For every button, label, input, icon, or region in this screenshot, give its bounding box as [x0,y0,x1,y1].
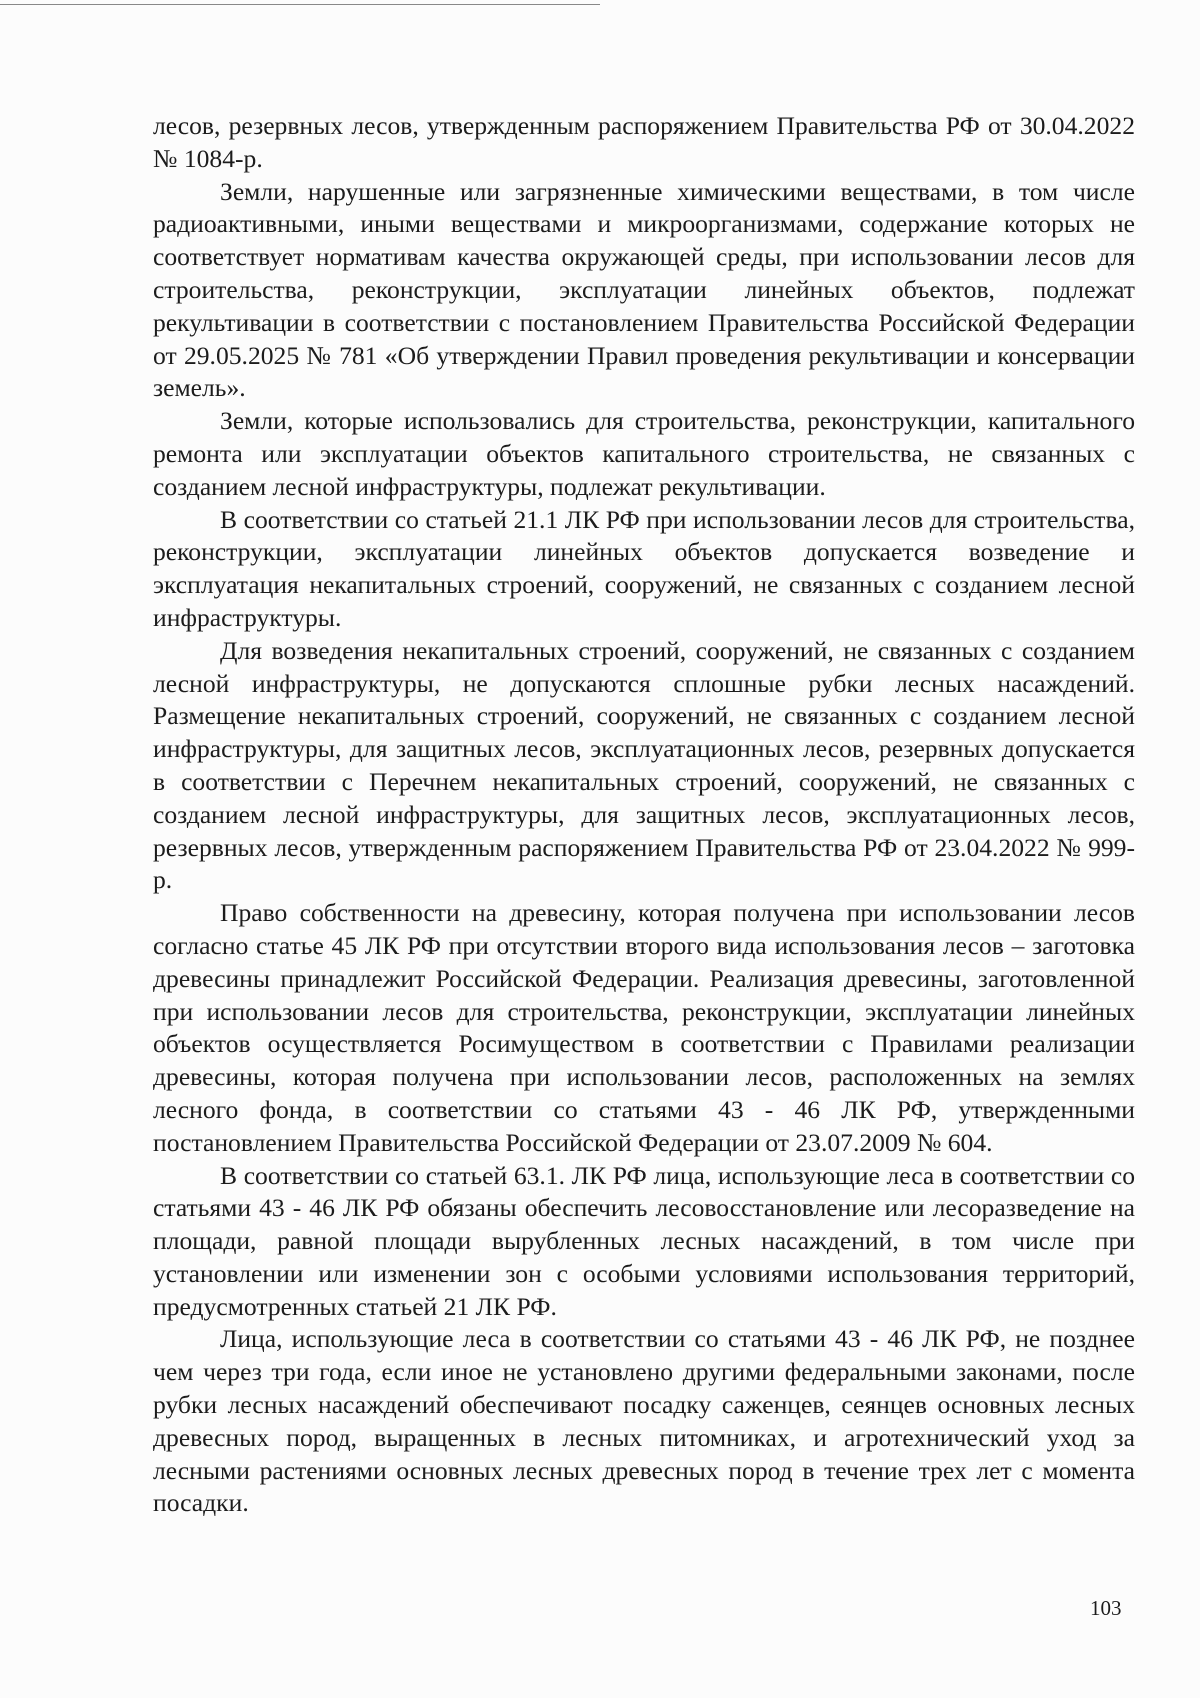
paragraph-article-63-1: В соответствии со статьей 63.1. ЛК РФ лица, использующие леса в соответствии со статьями 43 - 46 ЛК РФ обязаны обеспечить лесовосстановление или лесоразведение на площади, равной площади вырубленных лесных насаждений, в том числе при установлении или изменении зон с особыми условиями использования территорий, предусмотренных статьей 21 ЛК РФ. [153,1160,1135,1321]
paragraph-article-21-1: В соответствии со статьей 21.1 ЛК РФ при использовании лесов для строительства, реконструкции, эксплуатации линейных объектов допускается возведение и эксплуатация некапитальных строений, сооружений, не связанных с созданием лесной инфраструктуры. [153,504,1135,632]
paragraph-noncapital-structures: Для возведения некапитальных строений, сооружений, не связанных с созданием лесной инфраструктуры, не допускаются сплошные рубки лесных насаждений. Размещение некапитальных строений, сооружений, не связанных с созданием лесной инфраструктуры, для защитных лесов, эксплуатационных лесов, резервных допускается в соответствии с Перечнем некапитальных строений, сооружений, не связанных с созданием лесной инфраструктуры, для защитных лесов, эксплуатационных лесов, резервных лесов, утвержденным распоряжением Правительства РФ от 23.04.2022 № 999-р. [153,635,1135,895]
document-body [153,110,1135,1520]
paragraph-reforestation-duty: Лица, использующие леса в соответствии со статьями 43 - 46 ЛК РФ, не позднее чем через три года, если иное не установлено другими федеральными законами, после рубки лесных насаждений обеспечивают посадку саженцев, сеянцев основных лесных древесных пород, выращенных в лесных питомниках, и агротехнический уход за лесными растениями основных лесных древесных пород в течение трех лет с момента посадки. [153,1324,1135,1518]
page-number: 103 [1090,1596,1122,1620]
paragraph-timber-ownership: Право собственности на древесину, которая получена при использовании лесов согласно статье 45 ЛК РФ при отсутствии второго вида использования лесов – заготовка древесины принадлежит Российской Федерации. Реализация древесины, заготовленной при использовании лесов для строительства, реконструкции, эксплуатации линейных объектов осуществляется Росимуществом в соответствии с Правилами реализации древесины, которая получена при использовании лесов, расположенных на землях лесного фонда, в соответствии со статьями 43 - 46 ЛК РФ, утвержденными постановлением Правительства Российской Федерации от 23.07.2009 № 604. [153,898,1135,1157]
paragraph-capital-construction-lands: Земли, которые использовались для строительства, реконструкции, капитального ремонта или эксплуатации объектов капитального строительства, не связанных с созданием лесной инфраструктуры, подлежат рекультивации. [153,406,1135,501]
paragraph-continuation: лесов, резервных лесов, утвержденным распоряжением Правительства РФ от 30.04.2022 № 1084-р. [153,111,1135,173]
paragraph-land-recultivation: Земли, нарушенные или загрязненные химическими веществами, в том числе радиоактивными, иными веществами и микроорганизмами, содержание которых не соответствует нормативам качества окружающей среды, при использовании лесов для строительства, реконструкции, эксплуатации линейных объектов, подлежат рекультивации в соответствии с постановлением Правительства Российской Федерации от 29.05.2025 № 781 «Об утверждении Правил проведения рекультивации и консервации земель». [153,176,1135,403]
top-edge-rule [0,4,600,5]
